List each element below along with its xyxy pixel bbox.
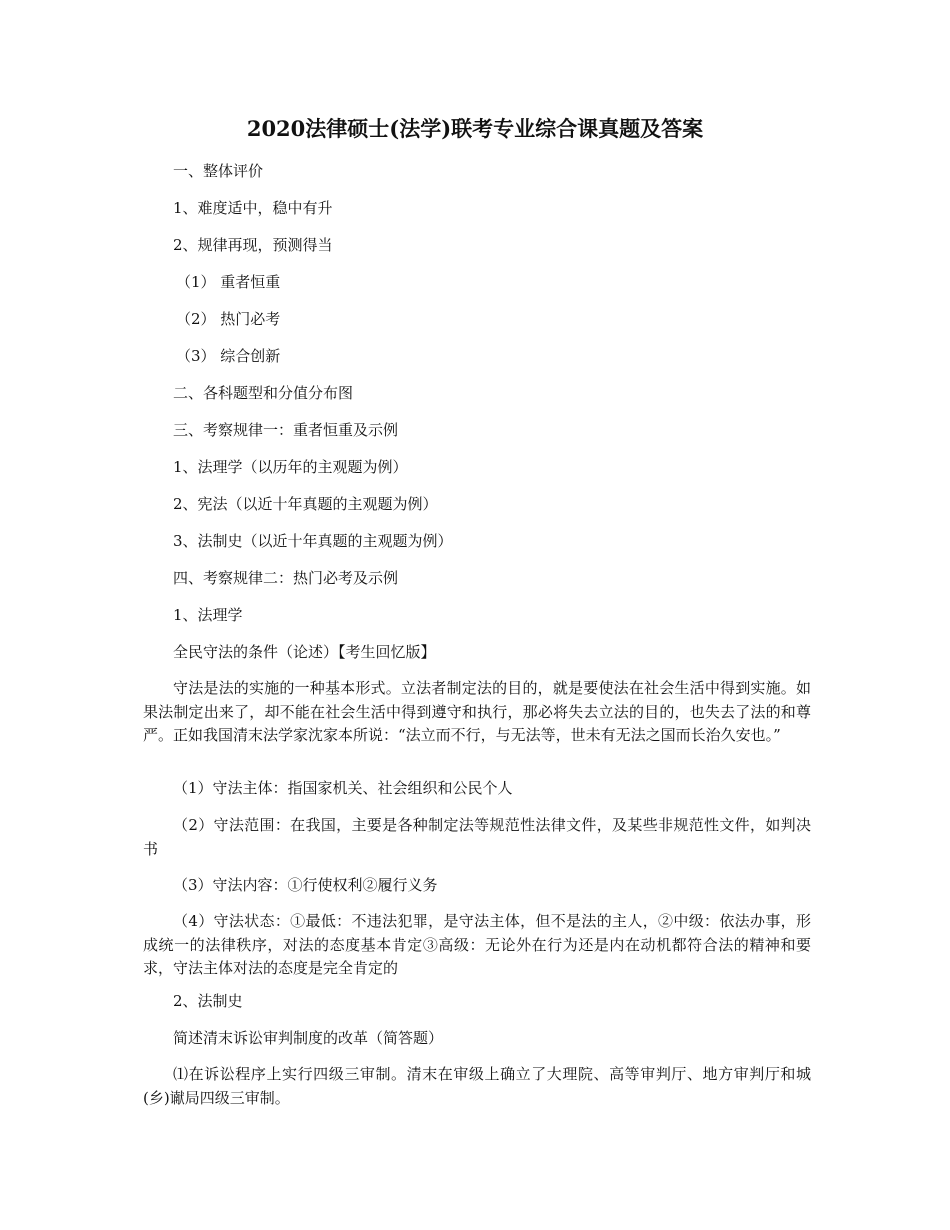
body-paragraph: ⑴在诉讼程序上实行四级三审制。清末在审级上确立了大理院、高等审判厅、地方审判厅和城(乡)谳局四级三审制。 <box>143 1065 811 1107</box>
list-item: 1、法理学（以历年的主观题为例） <box>173 458 408 476</box>
body-paragraph: （2）守法范围：在我国，主要是各种制定法等规范性法律文件，及某些非规范性文件，如判决书 <box>143 816 811 858</box>
question-title: 简述清末诉讼审判制度的改革（简答题） <box>173 1029 444 1047</box>
body-paragraph: （4）守法状态：①最低：不违法犯罪，是守法主体，但不是法的主人，②中级：依法办事，形成统一的法律秩序，对法的态度基本肯定③高级：无论外在行为还是内在动机都符合法的精神和要求，守法主体对法的态度是完全肯定的 <box>143 912 811 977</box>
sub-list-item: （2） 热门必考 <box>176 310 281 328</box>
sub-list-item: （1） 重者恒重 <box>176 273 281 291</box>
document-title: 2020法律硕士(法学)联考专业综合课真题及答案 <box>246 116 704 141</box>
list-item: 2、宪法（以近十年真题的主观题为例） <box>173 495 438 513</box>
heading-rule-one: 三、考察规律一：重者恒重及示例 <box>173 421 399 439</box>
list-item: 3、法制史（以近十年真题的主观题为例） <box>173 532 453 550</box>
section-heading-jurisprudence: 1、法理学 <box>173 606 243 624</box>
section-heading-legal-history: 2、法制史 <box>173 992 243 1010</box>
heading-distribution: 二、各科题型和分值分布图 <box>173 384 354 402</box>
question-title: 全民守法的条件（论述）【考生回忆版】 <box>173 643 436 661</box>
list-item: 1、难度适中，稳中有升 <box>173 199 333 217</box>
body-paragraph: （3）守法内容：①行使权利②履行义务 <box>173 876 438 894</box>
sub-list-item: （3） 综合创新 <box>176 347 281 365</box>
body-paragraph: （1）守法主体：指国家机关、社会组织和公民个人 <box>173 779 513 797</box>
heading-rule-two: 四、考察规律二：热门必考及示例 <box>173 569 399 587</box>
body-paragraph: 守法是法的实施的一种基本形式。立法者制定法的目的，就是要使法在社会生活中得到实施。如果法制定出来了，却不能在社会生活中得到遵守和执行，那必将失去立法的目的，也失去了法的和尊严。正如我国清末法学家沈家本所说：“法立而不行，与无法等，世未有无法之国而长治久安也。” <box>143 679 811 744</box>
list-item: 2、规律再现，预测得当 <box>173 236 333 254</box>
heading-overall-evaluation: 一、整体评价 <box>173 162 264 180</box>
